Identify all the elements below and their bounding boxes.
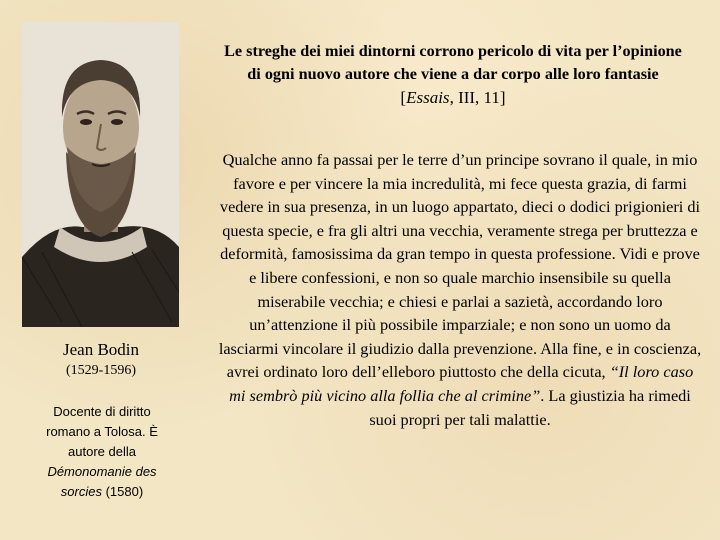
epigraph-quote — [222, 40, 684, 110]
caption-line-1: Docente di diritto — [53, 404, 151, 419]
passage-tail: . La giustizia ha rimedi suoi propri per tali malattie. — [369, 385, 691, 429]
caption-line-2: romano a Tolosa. È — [46, 424, 158, 439]
person-caption — [26, 402, 178, 502]
person-dates: (1529-1596) — [66, 363, 136, 378]
quote-ref-work: Essais — [406, 88, 450, 107]
caption-work-title: Démonomanie des — [47, 464, 157, 479]
passage-text: Qualche anno fa passai per le terre d’un principe sovrano il quale, in mio favore e per vincere la mia incredulità, mi fece questa grazia, di farmi vedere in sua presenza, in un luogo appartato, dieci o dodici prigionieri di questa specie, e fra gli altri una vecchia, veramente strega per bruttezza e deformità, famosissima da gran tempo in questa professione. Vidi e prove e libere confessioni, e non so quale marchio insensibile su quella miserabile vecchia; e chiesi e parlai a sazietà, accordando loro un’attenzione il più possibile imparziale; e non sono un uomo da lasciarmi vincolare il giudizio dalla prevenzione. Alla fine, e in coscienza, avrei ordinato loro dell’elleboro piuttosto che della cicuta, — [218, 150, 702, 382]
passage-italic-quote: “Il loro caso mi sembrò più vicino alla follia che al crimine” — [229, 362, 694, 405]
main-passage — [218, 148, 702, 431]
person-name: Jean Bodin — [62, 340, 140, 359]
caption-year: (1580) — [101, 484, 144, 499]
portrait-drawing — [22, 22, 179, 327]
caption-line-3: autore della — [68, 444, 136, 459]
portrait-image — [22, 22, 179, 327]
caption-work-title-2: sorcies — [60, 484, 102, 499]
quote-text: Le streghe dei miei dintorni corrono pericolo di vita per l’opinione di ogni nuovo autore che viene a dar corpo alle loro fantasie — [224, 42, 682, 83]
quote-ref-open: [ — [400, 88, 407, 107]
quote-reference — [400, 88, 505, 107]
quote-ref-rest: , III, 11] — [449, 88, 506, 107]
